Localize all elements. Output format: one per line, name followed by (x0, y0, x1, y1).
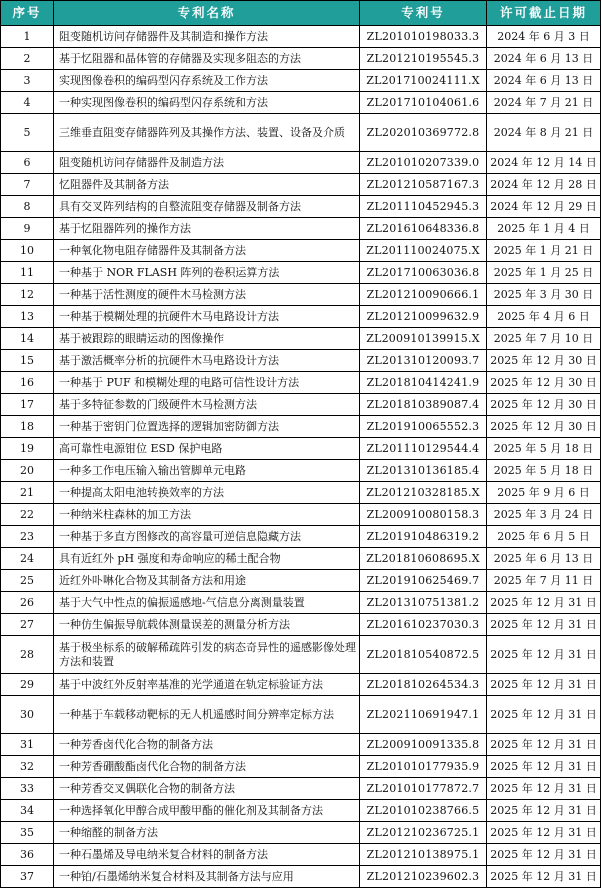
patent-number: ZL200910080158.3 (360, 504, 487, 526)
patent-number: ZL200910139915.X (360, 328, 487, 350)
patent-number: ZL201010238766.5 (360, 800, 487, 822)
table-row (1, 174, 601, 196)
table-row (1, 48, 601, 70)
table-row (1, 674, 601, 696)
patent-number: ZL201210587167.3 (360, 174, 487, 196)
table-row (1, 866, 601, 888)
row-number: 29 (1, 674, 54, 696)
table-row (1, 70, 601, 92)
table-row (1, 350, 601, 372)
table-row (1, 526, 601, 548)
patent-name: 一种纳米柱森林的加工方法 (54, 504, 360, 526)
row-number: 22 (1, 504, 54, 526)
patent-name: 阻变随机访问存储器件及制造方法 (54, 152, 360, 174)
patent-name: 一种石墨烯及导电纳米复合材料的制备方法 (54, 844, 360, 866)
table-row (1, 592, 601, 614)
patent-number: ZL201210195545.3 (360, 48, 487, 70)
license-deadline: 2025 年 12 月 31 日 (487, 674, 601, 696)
patent-name: 一种缩醛的制备方法 (54, 822, 360, 844)
patent-name: 一种铂/石墨烯纳米复合材料及其制备方法与应用 (54, 866, 360, 888)
table-row (1, 482, 601, 504)
table-header (1, 1, 601, 26)
table-row (1, 196, 601, 218)
license-deadline: 2025 年 7 月 10 日 (487, 328, 601, 350)
table-row (1, 778, 601, 800)
patent-number: ZL201010177935.9 (360, 756, 487, 778)
license-deadline: 2025 年 9 月 6 日 (487, 482, 601, 504)
patent-name: 三维垂直阻变存储器阵列及其操作方法、装置、设备及介质 (54, 114, 360, 152)
table-row (1, 570, 601, 592)
license-deadline: 2024 年 6 月 3 日 (487, 26, 601, 48)
patent-number: ZL201810540872.5 (360, 636, 487, 674)
license-deadline: 2025 年 12 月 31 日 (487, 800, 601, 822)
license-deadline: 2025 年 12 月 31 日 (487, 844, 601, 866)
patent-number: ZL201710063036.8 (360, 262, 487, 284)
row-number: 5 (1, 114, 54, 152)
license-deadline: 2025 年 12 月 31 日 (487, 636, 601, 674)
patent-number: ZL201310120093.7 (360, 350, 487, 372)
license-deadline: 2025 年 5 月 18 日 (487, 460, 601, 482)
table-row (1, 416, 601, 438)
patent-name: 一种选择氧化甲醇合成甲酸甲酯的催化剂及其制备方法 (54, 800, 360, 822)
row-number: 9 (1, 218, 54, 240)
table-row (1, 92, 601, 114)
row-number: 28 (1, 636, 54, 674)
patent-number: ZL201010177872.7 (360, 778, 487, 800)
header-row (1, 1, 601, 26)
row-number: 13 (1, 306, 54, 328)
license-deadline: 2025 年 12 月 30 日 (487, 394, 601, 416)
table-row (1, 284, 601, 306)
row-number: 2 (1, 48, 54, 70)
license-deadline: 2025 年 12 月 30 日 (487, 416, 601, 438)
table-row (1, 114, 601, 152)
license-deadline: 2025 年 12 月 31 日 (487, 756, 601, 778)
license-deadline: 2025 年 1 月 4 日 (487, 218, 601, 240)
license-deadline: 2024 年 6 月 13 日 (487, 48, 601, 70)
row-number: 30 (1, 696, 54, 734)
patent-number: ZL201610237030.3 (360, 614, 487, 636)
row-number: 15 (1, 350, 54, 372)
patent-name: 基于大气中性点的偏振遥感地-气信息分离测量装置 (54, 592, 360, 614)
row-number: 12 (1, 284, 54, 306)
row-number: 1 (1, 26, 54, 48)
row-number: 14 (1, 328, 54, 350)
table-row (1, 844, 601, 866)
row-number: 37 (1, 866, 54, 888)
patent-name: 一种基于模糊处理的抗硬件木马电路设计方法 (54, 306, 360, 328)
license-deadline: 2024 年 6 月 13 日 (487, 70, 601, 92)
table-body (1, 26, 601, 888)
header-patent-name: 专利名称 (54, 1, 360, 26)
patent-name: 忆阻器件及其制备方法 (54, 174, 360, 196)
license-deadline: 2025 年 12 月 31 日 (487, 592, 601, 614)
patent-name: 阻变随机访问存储器件及其制造和操作方法 (54, 26, 360, 48)
patent-number: ZL201910065552.3 (360, 416, 487, 438)
table-row (1, 734, 601, 756)
license-deadline: 2025 年 4 月 6 日 (487, 306, 601, 328)
row-number: 8 (1, 196, 54, 218)
table-row (1, 438, 601, 460)
row-number: 19 (1, 438, 54, 460)
patent-number: ZL202010369772.8 (360, 114, 487, 152)
patent-name: 一种基于 PUF 和模糊处理的电路可信性设计方法 (54, 372, 360, 394)
patent-number: ZL201310751381.2 (360, 592, 487, 614)
patent-number: ZL201110129544.4 (360, 438, 487, 460)
row-number: 21 (1, 482, 54, 504)
header-patent-number: 专利号 (360, 1, 487, 26)
row-number: 20 (1, 460, 54, 482)
patent-number: ZL201910625469.7 (360, 570, 487, 592)
license-deadline: 2025 年 12 月 31 日 (487, 614, 601, 636)
table-row (1, 756, 601, 778)
patent-number: ZL201710104061.6 (360, 92, 487, 114)
patent-number: ZL201110024075.X (360, 240, 487, 262)
patent-name: 基于多特征参数的门级硬件木马检测方法 (54, 394, 360, 416)
patent-name: 一种基于活性测度的硬件木马检测方法 (54, 284, 360, 306)
row-number: 26 (1, 592, 54, 614)
patent-number: ZL201810389087.4 (360, 394, 487, 416)
row-number: 24 (1, 548, 54, 570)
row-number: 18 (1, 416, 54, 438)
patent-name: 高可靠性电源钳位 ESD 保护电路 (54, 438, 360, 460)
patent-number: ZL201310136185.4 (360, 460, 487, 482)
license-deadline: 2024 年 12 月 14 日 (487, 152, 601, 174)
patent-number: ZL201110452945.3 (360, 196, 487, 218)
table-row (1, 240, 601, 262)
row-number: 16 (1, 372, 54, 394)
table-row (1, 800, 601, 822)
table-row (1, 328, 601, 350)
table-row (1, 822, 601, 844)
license-deadline: 2024 年 7 月 21 日 (487, 92, 601, 114)
row-number: 7 (1, 174, 54, 196)
row-number: 10 (1, 240, 54, 262)
patent-number: ZL201210239602.3 (360, 866, 487, 888)
row-number: 35 (1, 822, 54, 844)
patent-name: 基于忆阻器阵列的操作方法 (54, 218, 360, 240)
license-deadline: 2025 年 3 月 30 日 (487, 284, 601, 306)
row-number: 27 (1, 614, 54, 636)
license-deadline: 2025 年 6 月 5 日 (487, 526, 601, 548)
license-deadline: 2025 年 6 月 13 日 (487, 548, 601, 570)
table-row (1, 26, 601, 48)
patent-number: ZL201810608695.X (360, 548, 487, 570)
patent-name: 一种芳香硼酸酯卤代化合物的制备方法 (54, 756, 360, 778)
patent-number: ZL201210099632.9 (360, 306, 487, 328)
header-no: 序号 (1, 1, 54, 26)
license-deadline: 2025 年 12 月 30 日 (487, 350, 601, 372)
patent-name: 基于极坐标系的破解稀疏阵引发的病态奇异性的遥感影像处理方法和装置 (54, 636, 360, 674)
row-number: 4 (1, 92, 54, 114)
patent-name: 一种氧化物电阻存储器件及其制备方法 (54, 240, 360, 262)
patent-number: ZL201210236725.1 (360, 822, 487, 844)
license-deadline: 2025 年 12 月 31 日 (487, 734, 601, 756)
row-number: 17 (1, 394, 54, 416)
table-row (1, 218, 601, 240)
license-deadline: 2025 年 12 月 31 日 (487, 778, 601, 800)
table-row (1, 262, 601, 284)
patent-number: ZL201210090666.1 (360, 284, 487, 306)
license-deadline: 2025 年 1 月 25 日 (487, 262, 601, 284)
patent-name: 近红外卟啉化合物及其制备方法和用途 (54, 570, 360, 592)
table-row (1, 636, 601, 674)
row-number: 25 (1, 570, 54, 592)
patent-number: ZL200910091335.8 (360, 734, 487, 756)
patent-name: 一种基于 NOR FLASH 阵列的卷积运算方法 (54, 262, 360, 284)
patent-name: 具有交叉阵列结构的自整流阻变存储器及制备方法 (54, 196, 360, 218)
patent-number: ZL201010207339.0 (360, 152, 487, 174)
license-deadline: 2025 年 12 月 30 日 (487, 372, 601, 394)
row-number: 31 (1, 734, 54, 756)
row-number: 3 (1, 70, 54, 92)
row-number: 6 (1, 152, 54, 174)
license-deadline: 2025 年 12 月 31 日 (487, 822, 601, 844)
patent-name: 一种芳香交叉偶联化合物的制备方法 (54, 778, 360, 800)
patent-name: 基于忆阻器和晶体管的存储器及实现多阻态的方法 (54, 48, 360, 70)
row-number: 34 (1, 800, 54, 822)
license-deadline: 2025 年 5 月 18 日 (487, 438, 601, 460)
license-deadline: 2025 年 12 月 31 日 (487, 866, 601, 888)
patent-number: ZL201810414241.9 (360, 372, 487, 394)
patent-number: ZL201710024111.X (360, 70, 487, 92)
table-row (1, 696, 601, 734)
patent-number: ZL201910486319.2 (360, 526, 487, 548)
table-row (1, 152, 601, 174)
patent-name: 一种基于多直方图修改的高容量可逆信息隐藏方法 (54, 526, 360, 548)
patent-name: 一种实现图像卷积的编码型闪存系统和方法 (54, 92, 360, 114)
patent-name: 基于中波红外反射率基准的光学通道在轨定标验证方法 (54, 674, 360, 696)
patent-name: 一种仿生偏振导航载体测量误差的测量分析方法 (54, 614, 360, 636)
patent-name: 一种基于车载移动靶标的无人机遥感时间分辨率定标方法 (54, 696, 360, 734)
patent-number: ZL201010198033.3 (360, 26, 487, 48)
license-deadline: 2025 年 12 月 31 日 (487, 696, 601, 734)
patent-name: 一种提高太阳电池转换效率的方法 (54, 482, 360, 504)
row-number: 32 (1, 756, 54, 778)
table-row (1, 460, 601, 482)
license-deadline: 2024 年 12 月 28 日 (487, 174, 601, 196)
patent-name: 一种基于密钥门位置选择的逻辑加密防御方法 (54, 416, 360, 438)
patent-number: ZL201610648336.8 (360, 218, 487, 240)
table-row (1, 504, 601, 526)
license-deadline: 2024 年 12 月 29 日 (487, 196, 601, 218)
header-license-deadline: 许可截止日期 (487, 1, 601, 26)
license-deadline: 2025 年 3 月 24 日 (487, 504, 601, 526)
patent-number: ZL202110691947.1 (360, 696, 487, 734)
table-row (1, 372, 601, 394)
patent-name: 一种芳香卤代化合物的制备方法 (54, 734, 360, 756)
license-deadline: 2025 年 1 月 21 日 (487, 240, 601, 262)
patent-name: 基于被跟踪的眼睛运动的图像操作 (54, 328, 360, 350)
row-number: 33 (1, 778, 54, 800)
license-deadline: 2025 年 7 月 11 日 (487, 570, 601, 592)
patent-number: ZL201810264534.3 (360, 674, 487, 696)
row-number: 11 (1, 262, 54, 284)
row-number: 23 (1, 526, 54, 548)
row-number: 36 (1, 844, 54, 866)
patent-name: 实现图像卷积的编码型闪存系统及工作方法 (54, 70, 360, 92)
table-row (1, 548, 601, 570)
patent-name: 基于激活概率分析的抗硬件木马电路设计方法 (54, 350, 360, 372)
table-row (1, 306, 601, 328)
patent-number: ZL201210138975.1 (360, 844, 487, 866)
patent-name: 一种多工作电压输入输出管脚单元电路 (54, 460, 360, 482)
license-deadline: 2024 年 8 月 21 日 (487, 114, 601, 152)
table-row (1, 394, 601, 416)
patent-number: ZL201210328185.X (360, 482, 487, 504)
table-row (1, 614, 601, 636)
patent-name: 具有近红外 pH 强度和寿命响应的稀土配合物 (54, 548, 360, 570)
